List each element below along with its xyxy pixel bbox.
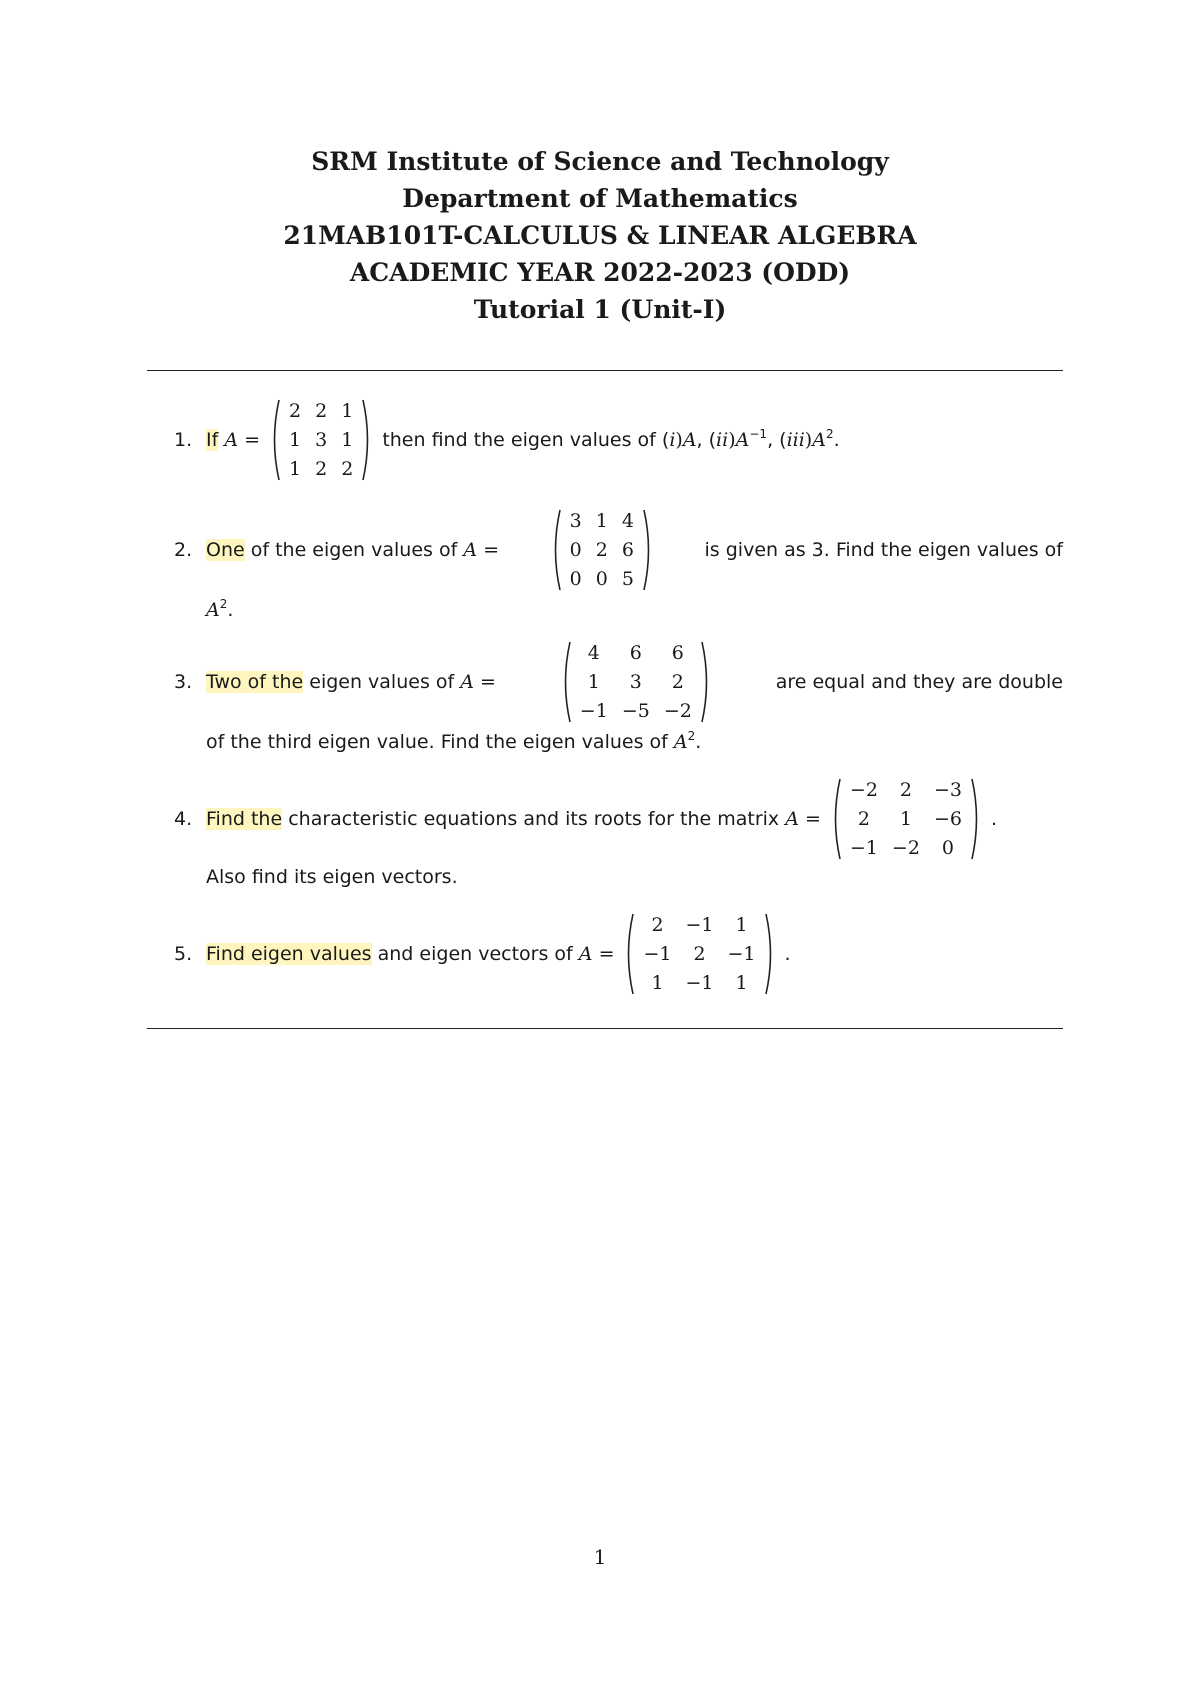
highlighted-text: Find eigen values bbox=[206, 943, 372, 965]
matrix-cell: 1 bbox=[587, 670, 600, 693]
matrix-cell: 3 bbox=[315, 428, 328, 451]
matrix-cell: 1 bbox=[341, 399, 354, 422]
question-text: characteristic equations and its roots for the matrix bbox=[288, 808, 780, 830]
page-number: 1 bbox=[593, 1545, 607, 1569]
question-text: then find the eigen values of (i)A, $(ii)A^{-1}$, $(iii)A^2$. bbox=[382, 427, 840, 451]
matrix-cell: −1 bbox=[685, 913, 714, 936]
matrix-cell: 2 bbox=[651, 913, 664, 936]
matrix-cell: 2 bbox=[595, 538, 608, 561]
matrix-cell: −6 bbox=[933, 807, 962, 830]
matrix-cell: 3 bbox=[569, 509, 582, 532]
equals-sign: = bbox=[483, 539, 500, 561]
right-paren bbox=[699, 640, 713, 724]
matrix-variable: A bbox=[785, 808, 799, 830]
matrix-cell: 1 bbox=[595, 509, 608, 532]
matrix-cell: 2 bbox=[289, 399, 302, 422]
question-number: 1. bbox=[174, 429, 193, 451]
matrix-cell: 2 bbox=[671, 670, 684, 693]
right-paren bbox=[763, 912, 777, 996]
question-end: . bbox=[784, 943, 791, 965]
question-5 bbox=[174, 909, 1063, 999]
department-name: Department of Mathematics bbox=[402, 184, 798, 213]
question-3-continuation: of the third eigen value. Find the eigen values of $A^2$. bbox=[206, 729, 702, 753]
matrix-cell: −3 bbox=[933, 778, 962, 801]
question-2-continuation: $A^2$. bbox=[206, 597, 234, 621]
matrix-cell: 2 bbox=[899, 778, 912, 801]
matrix-cell: −2 bbox=[849, 778, 878, 801]
matrix bbox=[829, 776, 983, 863]
matrix-cell: −1 bbox=[849, 836, 878, 859]
matrix-cell: 6 bbox=[621, 538, 634, 561]
matrix-cell: 0 bbox=[941, 836, 954, 859]
matrix-cell: 3 bbox=[629, 670, 642, 693]
question-text: are equal and they are double bbox=[775, 671, 1063, 693]
right-paren bbox=[360, 398, 374, 482]
highlighted-text: If bbox=[206, 429, 219, 451]
matrix-cell: 0 bbox=[595, 567, 608, 590]
matrix bbox=[559, 639, 713, 726]
matrix-cell: 0 bbox=[569, 538, 582, 561]
matrix-cell: −1 bbox=[643, 942, 672, 965]
institute-name: SRM Institute of Science and Technology bbox=[311, 147, 889, 176]
matrix-cell: 2 bbox=[341, 457, 354, 480]
left-paren bbox=[829, 777, 843, 861]
bottom-divider bbox=[147, 1028, 1063, 1029]
matrix bbox=[268, 397, 374, 484]
matrix-cell: 1 bbox=[289, 457, 302, 480]
highlighted-text: Two of the bbox=[206, 671, 304, 693]
course-title: 21MAB101T-CALCULUS & LINEAR ALGEBRA bbox=[283, 221, 917, 250]
matrix bbox=[549, 507, 655, 594]
top-divider bbox=[147, 370, 1063, 371]
matrix-cell: 5 bbox=[621, 567, 634, 590]
matrix-cell: −1 bbox=[685, 971, 714, 994]
matrix-cell: 1 bbox=[735, 913, 748, 936]
left-paren bbox=[622, 912, 636, 996]
matrix-cell: −2 bbox=[891, 836, 920, 859]
matrix-cell: −2 bbox=[663, 699, 692, 722]
question-4 bbox=[174, 774, 1080, 864]
matrix-cell: 1 bbox=[289, 428, 302, 451]
left-paren bbox=[268, 398, 282, 482]
matrix-cell: −1 bbox=[579, 699, 608, 722]
highlighted-text: Find the bbox=[206, 808, 283, 830]
right-paren bbox=[969, 777, 983, 861]
question-number: 2. bbox=[174, 539, 193, 561]
question-2 bbox=[174, 505, 1063, 595]
matrix-cell: 2 bbox=[693, 942, 706, 965]
question-number: 3. bbox=[174, 671, 193, 693]
matrix-cell: −1 bbox=[727, 942, 756, 965]
matrix-lhs: A = bbox=[224, 429, 261, 451]
matrix-cell: 0 bbox=[569, 567, 582, 590]
matrix-cell: 4 bbox=[621, 509, 634, 532]
question-3 bbox=[174, 637, 1063, 727]
document-header bbox=[0, 143, 1200, 328]
matrix-cell: 2 bbox=[315, 399, 328, 422]
matrix bbox=[622, 911, 776, 998]
matrix-cell: 1 bbox=[651, 971, 664, 994]
question-number: 4. bbox=[174, 808, 193, 830]
matrix-body bbox=[563, 507, 641, 594]
question-text: eigen values of bbox=[309, 671, 455, 693]
left-paren bbox=[559, 640, 573, 724]
academic-year: ACADEMIC YEAR 2022-2023 (ODD) bbox=[349, 258, 851, 287]
matrix-cell: 2 bbox=[857, 807, 870, 830]
matrix-cell: 1 bbox=[899, 807, 912, 830]
question-text: of the eigen values of bbox=[250, 539, 458, 561]
matrix-body bbox=[282, 397, 360, 484]
matrix-cell: 1 bbox=[341, 428, 354, 451]
equals-sign: = bbox=[804, 808, 821, 830]
matrix-cell: 4 bbox=[587, 641, 600, 664]
right-paren bbox=[641, 508, 655, 592]
highlighted-text: One bbox=[206, 539, 245, 561]
matrix-cell: 6 bbox=[671, 641, 684, 664]
question-number: 5. bbox=[174, 943, 193, 965]
matrix-body bbox=[843, 776, 969, 863]
equals-sign: = bbox=[480, 671, 496, 693]
matrix-cell: 1 bbox=[735, 971, 748, 994]
matrix-cell: −5 bbox=[621, 699, 650, 722]
left-paren bbox=[549, 508, 563, 592]
tutorial-title: Tutorial 1 (Unit-I) bbox=[473, 295, 727, 324]
question-text: is given as 3. Find the eigen values of bbox=[704, 539, 1063, 561]
matrix-body bbox=[636, 911, 762, 998]
matrix-variable: A bbox=[463, 539, 478, 561]
matrix-variable: A bbox=[578, 943, 593, 965]
matrix-body bbox=[573, 639, 699, 726]
question-1 bbox=[174, 395, 1063, 485]
question-4-continuation: Also find its eigen vectors. bbox=[206, 866, 458, 888]
matrix-cell: 6 bbox=[629, 641, 642, 664]
question-end: . bbox=[990, 808, 997, 830]
equals-sign: = bbox=[598, 943, 615, 965]
matrix-cell: 2 bbox=[315, 457, 328, 480]
question-text: and eigen vectors of bbox=[377, 943, 573, 965]
matrix-variable: A bbox=[460, 671, 474, 693]
